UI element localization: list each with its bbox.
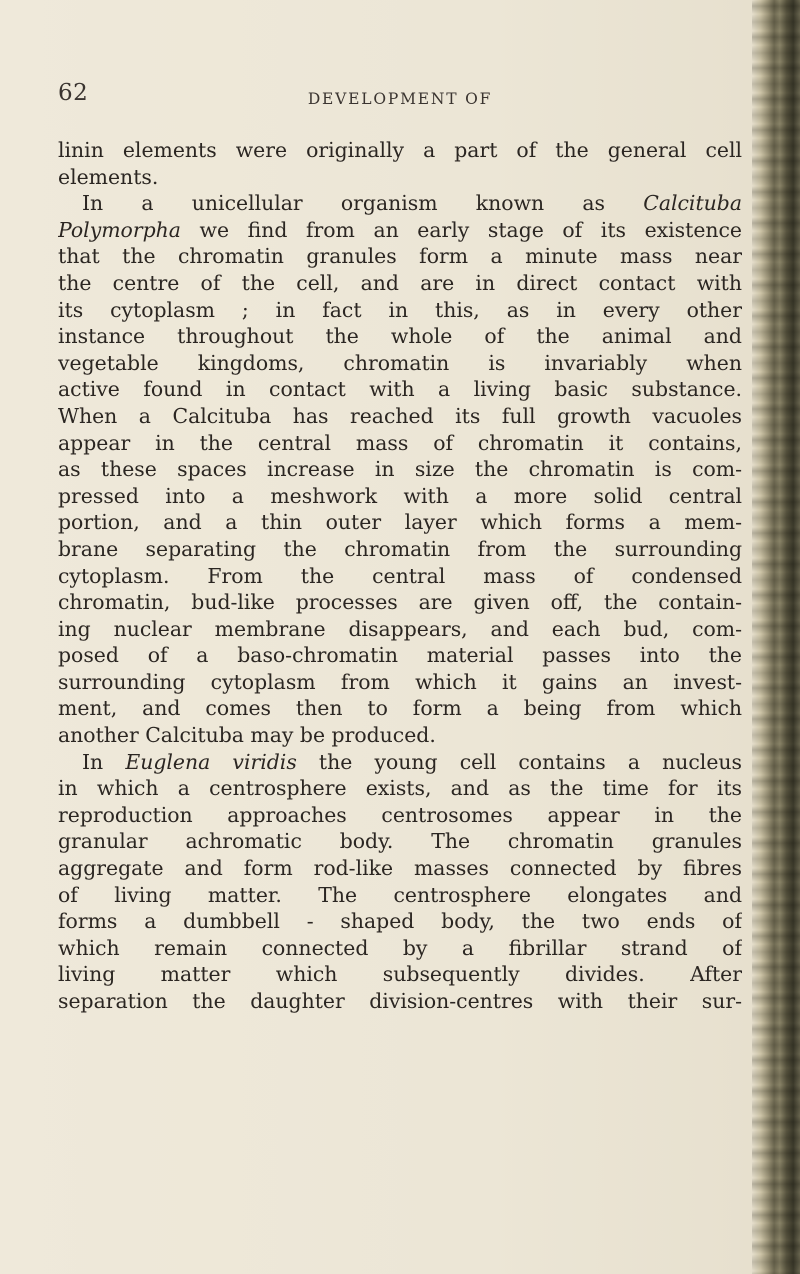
text-run: the young cell contains a nucleus bbox=[296, 749, 742, 774]
text-line bbox=[58, 749, 742, 776]
text-run: chromatin, bud-like processes are given off, the contain- bbox=[58, 590, 742, 615]
text-run: which remain connected by a fibrillar strand of bbox=[58, 935, 742, 960]
text-run: we find from an early stage of its existence bbox=[180, 217, 742, 242]
text-line bbox=[58, 270, 742, 297]
text-run: another Calcituba may be produced. bbox=[58, 723, 436, 748]
text-run: vegetable kingdoms, chromatin is invariably when bbox=[58, 350, 742, 375]
text-run: as these spaces increase in size the chromatin is com- bbox=[58, 457, 742, 482]
text-run: separation the daughter division-centres with their sur- bbox=[58, 989, 742, 1013]
text-line bbox=[58, 456, 742, 483]
running-head: DEVELOPMENT OF bbox=[307, 90, 493, 108]
text-run: In bbox=[82, 749, 126, 774]
text-line bbox=[58, 802, 742, 829]
text-run: the centre of the cell, and are in direct contact with bbox=[58, 270, 742, 295]
text-line bbox=[58, 350, 742, 377]
text-line bbox=[58, 935, 742, 962]
text-line bbox=[58, 403, 742, 430]
text-run: instance throughout the whole of the animal and bbox=[58, 324, 742, 349]
text-line bbox=[58, 190, 742, 217]
italic-term: Polymorpha bbox=[58, 217, 181, 242]
text-run: When a Calcituba has reached its full growth vacuoles bbox=[58, 403, 742, 428]
text-run: elements. bbox=[58, 164, 159, 189]
text-line bbox=[58, 483, 742, 510]
text-run: portion, and a thin outer layer which forms a mem- bbox=[58, 510, 742, 535]
text-run: pressed into a meshwork with a more solid central bbox=[58, 483, 742, 508]
text-line bbox=[58, 430, 742, 457]
text-line bbox=[58, 828, 742, 855]
text-run: ing nuclear membrane disappears, and each bud, com- bbox=[58, 616, 742, 641]
italic-term: Euglena viridis bbox=[125, 749, 297, 774]
text-line bbox=[58, 642, 742, 669]
italic-term: Calcituba bbox=[643, 191, 742, 216]
text-run: brane separating the chromatin from the surrounding bbox=[58, 536, 742, 561]
text-run: reproduction approaches centrosomes appear in the bbox=[58, 802, 742, 827]
text-run: in which a centrosphere exists, and as the time for its bbox=[58, 776, 742, 801]
text-run: of living matter. The centrosphere elongates and bbox=[58, 882, 742, 907]
text-run: ment, and comes then to form a being from which bbox=[58, 696, 742, 721]
text-run: surrounding cytoplasm from which it gains an invest- bbox=[58, 669, 742, 694]
book-spine-shadow bbox=[752, 0, 800, 1274]
text-line bbox=[58, 323, 742, 350]
text-line bbox=[58, 961, 742, 988]
text-line bbox=[58, 722, 742, 749]
text-run: appear in the central mass of chromatin it contains, bbox=[58, 430, 742, 455]
page-number: 62 bbox=[58, 80, 89, 106]
text-run: active found in contact with a living basic substance. bbox=[58, 377, 742, 402]
text-line bbox=[58, 589, 742, 616]
text-line bbox=[58, 297, 742, 324]
text-run: cytoplasm. From the central mass of condensed bbox=[58, 563, 742, 588]
text-line bbox=[58, 775, 742, 802]
body-text bbox=[58, 137, 742, 1015]
text-line bbox=[58, 616, 742, 643]
text-run: its cytoplasm ; in fact in this, as in every other bbox=[58, 297, 742, 322]
text-line bbox=[58, 695, 742, 722]
text-line bbox=[58, 908, 742, 935]
text-line bbox=[58, 988, 742, 1015]
text-run: that the chromatin granules form a minute mass near bbox=[58, 244, 742, 269]
text-line bbox=[58, 509, 742, 536]
text-line bbox=[58, 563, 742, 590]
text-line bbox=[58, 882, 742, 909]
text-line bbox=[58, 164, 742, 191]
text-line bbox=[58, 217, 742, 244]
text-run: posed of a baso-chromatin material passes into the bbox=[58, 643, 742, 668]
text-line bbox=[58, 855, 742, 882]
text-run: granular achromatic body. The chromatin granules bbox=[58, 829, 742, 854]
text-line bbox=[58, 376, 742, 403]
text-line bbox=[58, 669, 742, 696]
text-run: living matter which subsequently divides. After bbox=[58, 962, 742, 987]
text-line bbox=[58, 536, 742, 563]
text-run: linin elements were originally a part of the general cell bbox=[58, 138, 742, 162]
text-line bbox=[58, 137, 742, 164]
text-run: forms a dumbbell - shaped body, the two ends of bbox=[58, 909, 742, 934]
text-run: In a unicellular organism known as bbox=[82, 191, 644, 216]
text-run: aggregate and form rod-like masses connected by fibres bbox=[58, 856, 742, 881]
text-line bbox=[58, 243, 742, 270]
